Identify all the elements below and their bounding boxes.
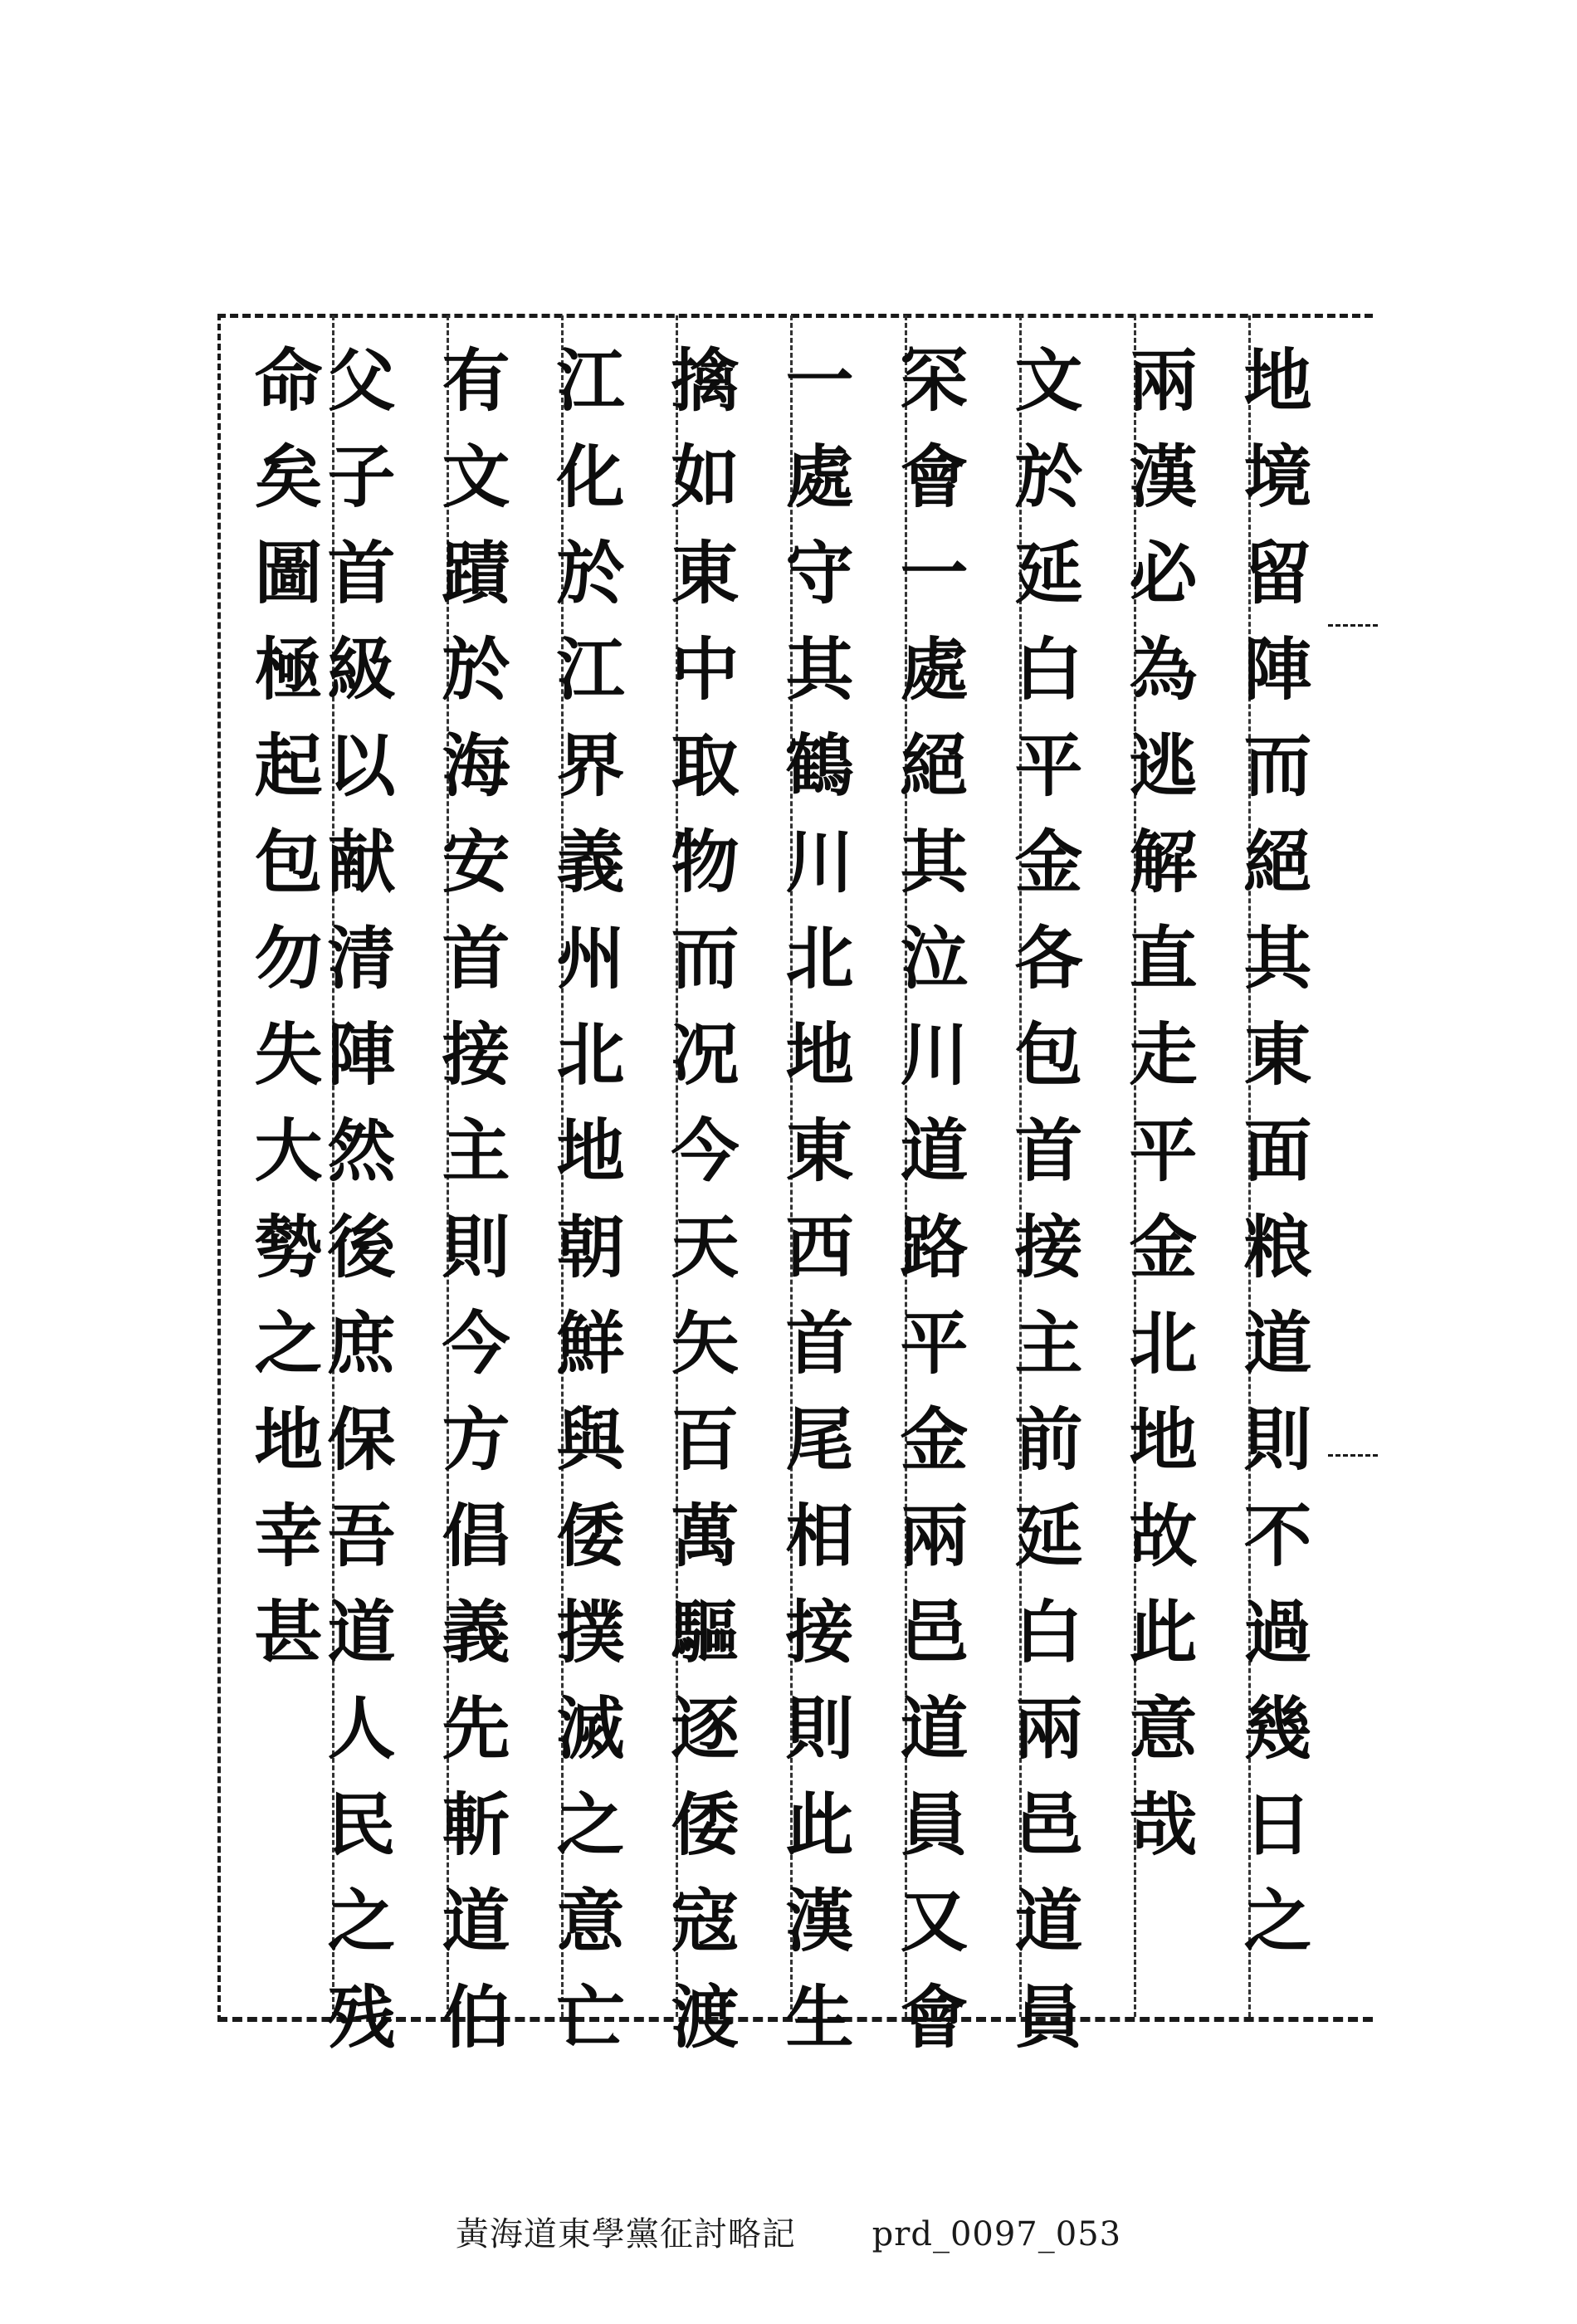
manuscript-column-6: 擒如東中取物而况今天矢百萬驅逐倭寇渡 — [660, 344, 740, 2077]
manuscript-column-8: 有文蹟於海安首接主則今方倡義先斬道伯 — [431, 344, 510, 2077]
manuscript-column-3: 文於延白平金各包首接主前延白兩邑道員 — [1003, 344, 1083, 2077]
manuscript-column-4: 罙會一處絕其泣川道路平金兩邑道員又會 — [889, 344, 969, 2077]
manuscript-column-10: 命矣圖極起包勿失大勢之地幸甚 — [243, 344, 323, 1692]
margin-tick — [1328, 624, 1378, 627]
document-title: 黃海道東學黨征討略記 — [455, 2215, 796, 2253]
manuscript-column-9: 父子首級以献清陣然後庶保吾道人民之残 — [316, 344, 396, 2077]
page-code: prd_0097_053 — [872, 2215, 1122, 2253]
manuscript-column-7: 江化於江界義州北地朝鮮與倭撲滅之意亡 — [545, 344, 625, 2077]
page-footer — [0, 2208, 1577, 2255]
manuscript-column-5: 一處守其鶴川北地東西首尾相接則此漢生 — [774, 344, 854, 2077]
manuscript-column-1: 地境留陣而絕其東面粮道則不過幾日之 — [1233, 344, 1312, 1981]
manuscript-column-2: 兩漢必為逃解直走平金北地故此意哉 — [1118, 344, 1198, 1885]
margin-tick — [1328, 1454, 1378, 1457]
